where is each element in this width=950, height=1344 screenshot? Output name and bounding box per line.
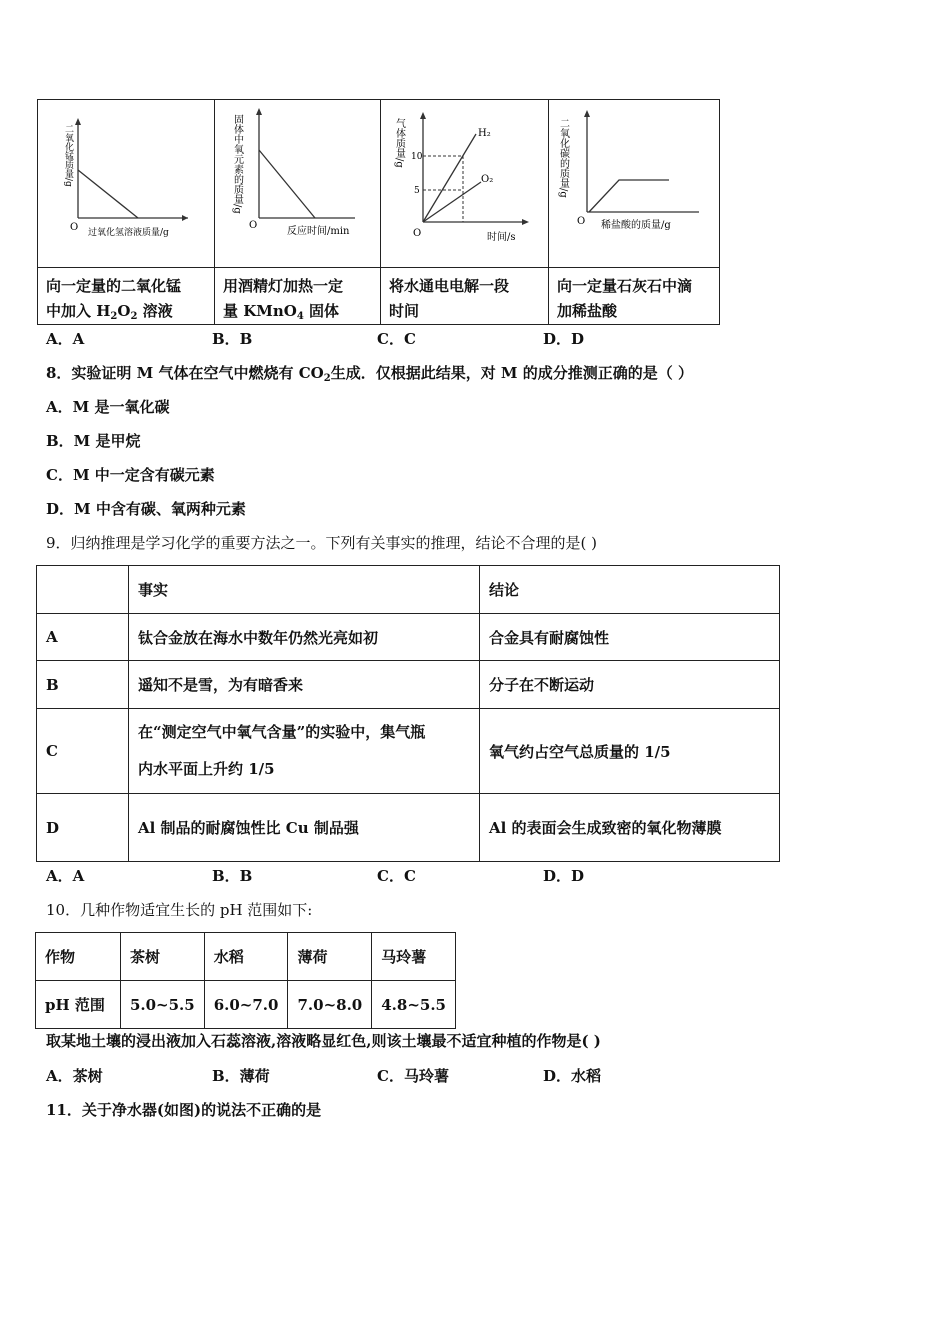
header-fact: 事实 xyxy=(129,566,480,614)
table-row xyxy=(37,661,780,709)
q8-stem: 8．实验证明 M 气体在空气中燃烧有 $CO_2$生成．仅根据此结果，对 M 的成分推测正确的是（ ） xyxy=(46,364,693,384)
cell: 6.0~7.0 xyxy=(204,981,288,1029)
row-fact: 钛合金放在海水中数年仍然光亮如初 xyxy=(129,614,480,661)
caption-cell-1 xyxy=(38,267,215,324)
row-label: D xyxy=(37,794,129,862)
cell: 水稻 xyxy=(204,933,288,981)
x-axis-label: 反应时间/min xyxy=(287,226,350,237)
row-conclusion: 合金具有耐腐蚀性 xyxy=(480,614,780,661)
caption-line-b: 加稀盐酸 xyxy=(557,301,618,320)
table-row xyxy=(37,794,780,862)
tick-5: 5 xyxy=(414,186,420,196)
header-blank xyxy=(37,566,129,614)
o2-label: O₂ xyxy=(481,174,494,185)
q7-option-a[interactable]: A．A xyxy=(46,330,85,348)
caption-line-b: 量 KMnO$_4$ 固体 xyxy=(223,301,340,322)
cell: 7.0~8.0 xyxy=(288,981,372,1029)
graph-limestone xyxy=(549,100,719,266)
row-conclusion: 分子在不断运动 xyxy=(480,661,780,709)
table-row xyxy=(36,981,456,1029)
row-fact: 遥知不是雪，为有暗香来 xyxy=(129,661,480,709)
row-label: B xyxy=(37,661,129,709)
q10-option-c[interactable]: C．马玲薯 xyxy=(377,1067,449,1085)
caption-line-b: 中加入 $H_2O_2$ 溶液 xyxy=(46,301,173,322)
q10-stem: 10．几种作物适宜生长的 pH 范围如下: xyxy=(46,901,313,919)
graph-cell-2 xyxy=(215,100,381,268)
y-axis-label: 固体中氧元素的质量/g xyxy=(231,114,243,214)
q7-option-c[interactable]: C．C xyxy=(377,330,416,348)
row-fact: Al 制品的耐腐蚀性比 Cu 制品强 xyxy=(129,794,480,862)
caption-line-a: 向一定量石灰石中滴 xyxy=(557,276,693,295)
q10-question: 取某地土壤的浸出液加入石蕊溶液,溶液略显红色,则该土壤最不适宜种植的作物是( ) xyxy=(46,1032,601,1050)
origin-label: O xyxy=(70,222,79,233)
q10-option-b[interactable]: B．薄荷 xyxy=(212,1067,270,1085)
origin-label: O xyxy=(413,228,422,239)
cell: 4.8~5.5 xyxy=(372,981,456,1029)
origin-label: O xyxy=(577,216,586,227)
header-conclusion: 结论 xyxy=(480,566,780,614)
row-fact: 在“测定空气中氧气含量”的实验中，集气瓶 内水平面上升约 1/5 xyxy=(129,709,480,794)
x-axis-label: 稀盐酸的质量/g xyxy=(601,220,671,231)
row-conclusion: Al 的表面会生成致密的氧化物薄膜 xyxy=(480,794,780,862)
caption-cell-2 xyxy=(215,267,381,324)
q8-option-c[interactable]: C．M 中一定含有碳元素 xyxy=(46,466,215,484)
cell: 5.0~5.5 xyxy=(120,981,204,1029)
q9-option-c[interactable]: C．C xyxy=(377,867,416,885)
q9-option-a[interactable]: A．A xyxy=(46,867,85,885)
graph-cell-3 xyxy=(381,100,549,268)
graph-kmno4 xyxy=(215,100,380,266)
row-conclusion: 氧气约占空气总质量的 1/5 xyxy=(480,709,780,794)
x-axis-label: 过氧化氢溶液质量/g xyxy=(88,228,169,238)
graph-cell-1 xyxy=(38,100,215,268)
q8-option-a[interactable]: A．M 是一氧化碳 xyxy=(46,398,170,416)
q9-option-b[interactable]: B．B xyxy=(212,867,253,885)
graph-electrolysis xyxy=(381,100,548,266)
cell: 薄荷 xyxy=(288,933,372,981)
q7-option-d[interactable]: D．D xyxy=(543,330,585,348)
q10-option-d[interactable]: D．水稻 xyxy=(543,1067,602,1085)
tick-10: 10 xyxy=(411,152,423,162)
q9-table xyxy=(36,565,780,862)
cell: 作物 xyxy=(36,933,121,981)
q10-table xyxy=(35,932,456,1029)
q8-option-b[interactable]: B．M 是甲烷 xyxy=(46,432,141,450)
x-axis-label: 时间/s xyxy=(487,232,516,243)
cell: 马玲薯 xyxy=(372,933,456,981)
graph-mno2 xyxy=(38,100,214,266)
y-axis-label: 二氧化碳的质量/g xyxy=(557,118,569,198)
q9-option-d[interactable]: D．D xyxy=(543,867,585,885)
q10-option-a[interactable]: A．茶树 xyxy=(46,1067,103,1085)
q11-stem: 11．关于净水器(如图)的说法不正确的是 xyxy=(46,1101,322,1119)
row-label: A xyxy=(37,614,129,661)
table-row xyxy=(37,709,780,794)
caption-line-a: 用酒精灯加热一定 xyxy=(223,276,344,295)
table-row xyxy=(36,933,456,981)
cell: 茶树 xyxy=(120,933,204,981)
y-axis-label: 二氧化锰质量/g xyxy=(63,124,73,187)
caption-cell-3 xyxy=(381,267,549,324)
h2-label: H₂ xyxy=(478,128,491,139)
graph-cell-4 xyxy=(549,100,720,268)
caption-line-b: 时间 xyxy=(389,301,420,320)
origin-label: O xyxy=(249,220,258,231)
caption-cell-4 xyxy=(549,267,720,324)
y-axis-label: 气体质量/g xyxy=(393,118,405,168)
row-label: C xyxy=(37,709,129,794)
table-row xyxy=(37,614,780,661)
q7-graph-table xyxy=(37,99,720,325)
q7-option-b[interactable]: B．B xyxy=(212,330,253,348)
q9-stem: 9．归纳推理是学习化学的重要方法之一。下列有关事实的推理，结论不合理的是( ) xyxy=(46,534,598,552)
caption-line-a: 向一定量的二氧化锰 xyxy=(46,276,182,295)
q8-option-d[interactable]: D．M 中含有碳、氧两种元素 xyxy=(46,500,246,518)
caption-line-a: 将水通电电解一段 xyxy=(389,276,510,295)
cell: pH 范围 xyxy=(36,981,121,1029)
